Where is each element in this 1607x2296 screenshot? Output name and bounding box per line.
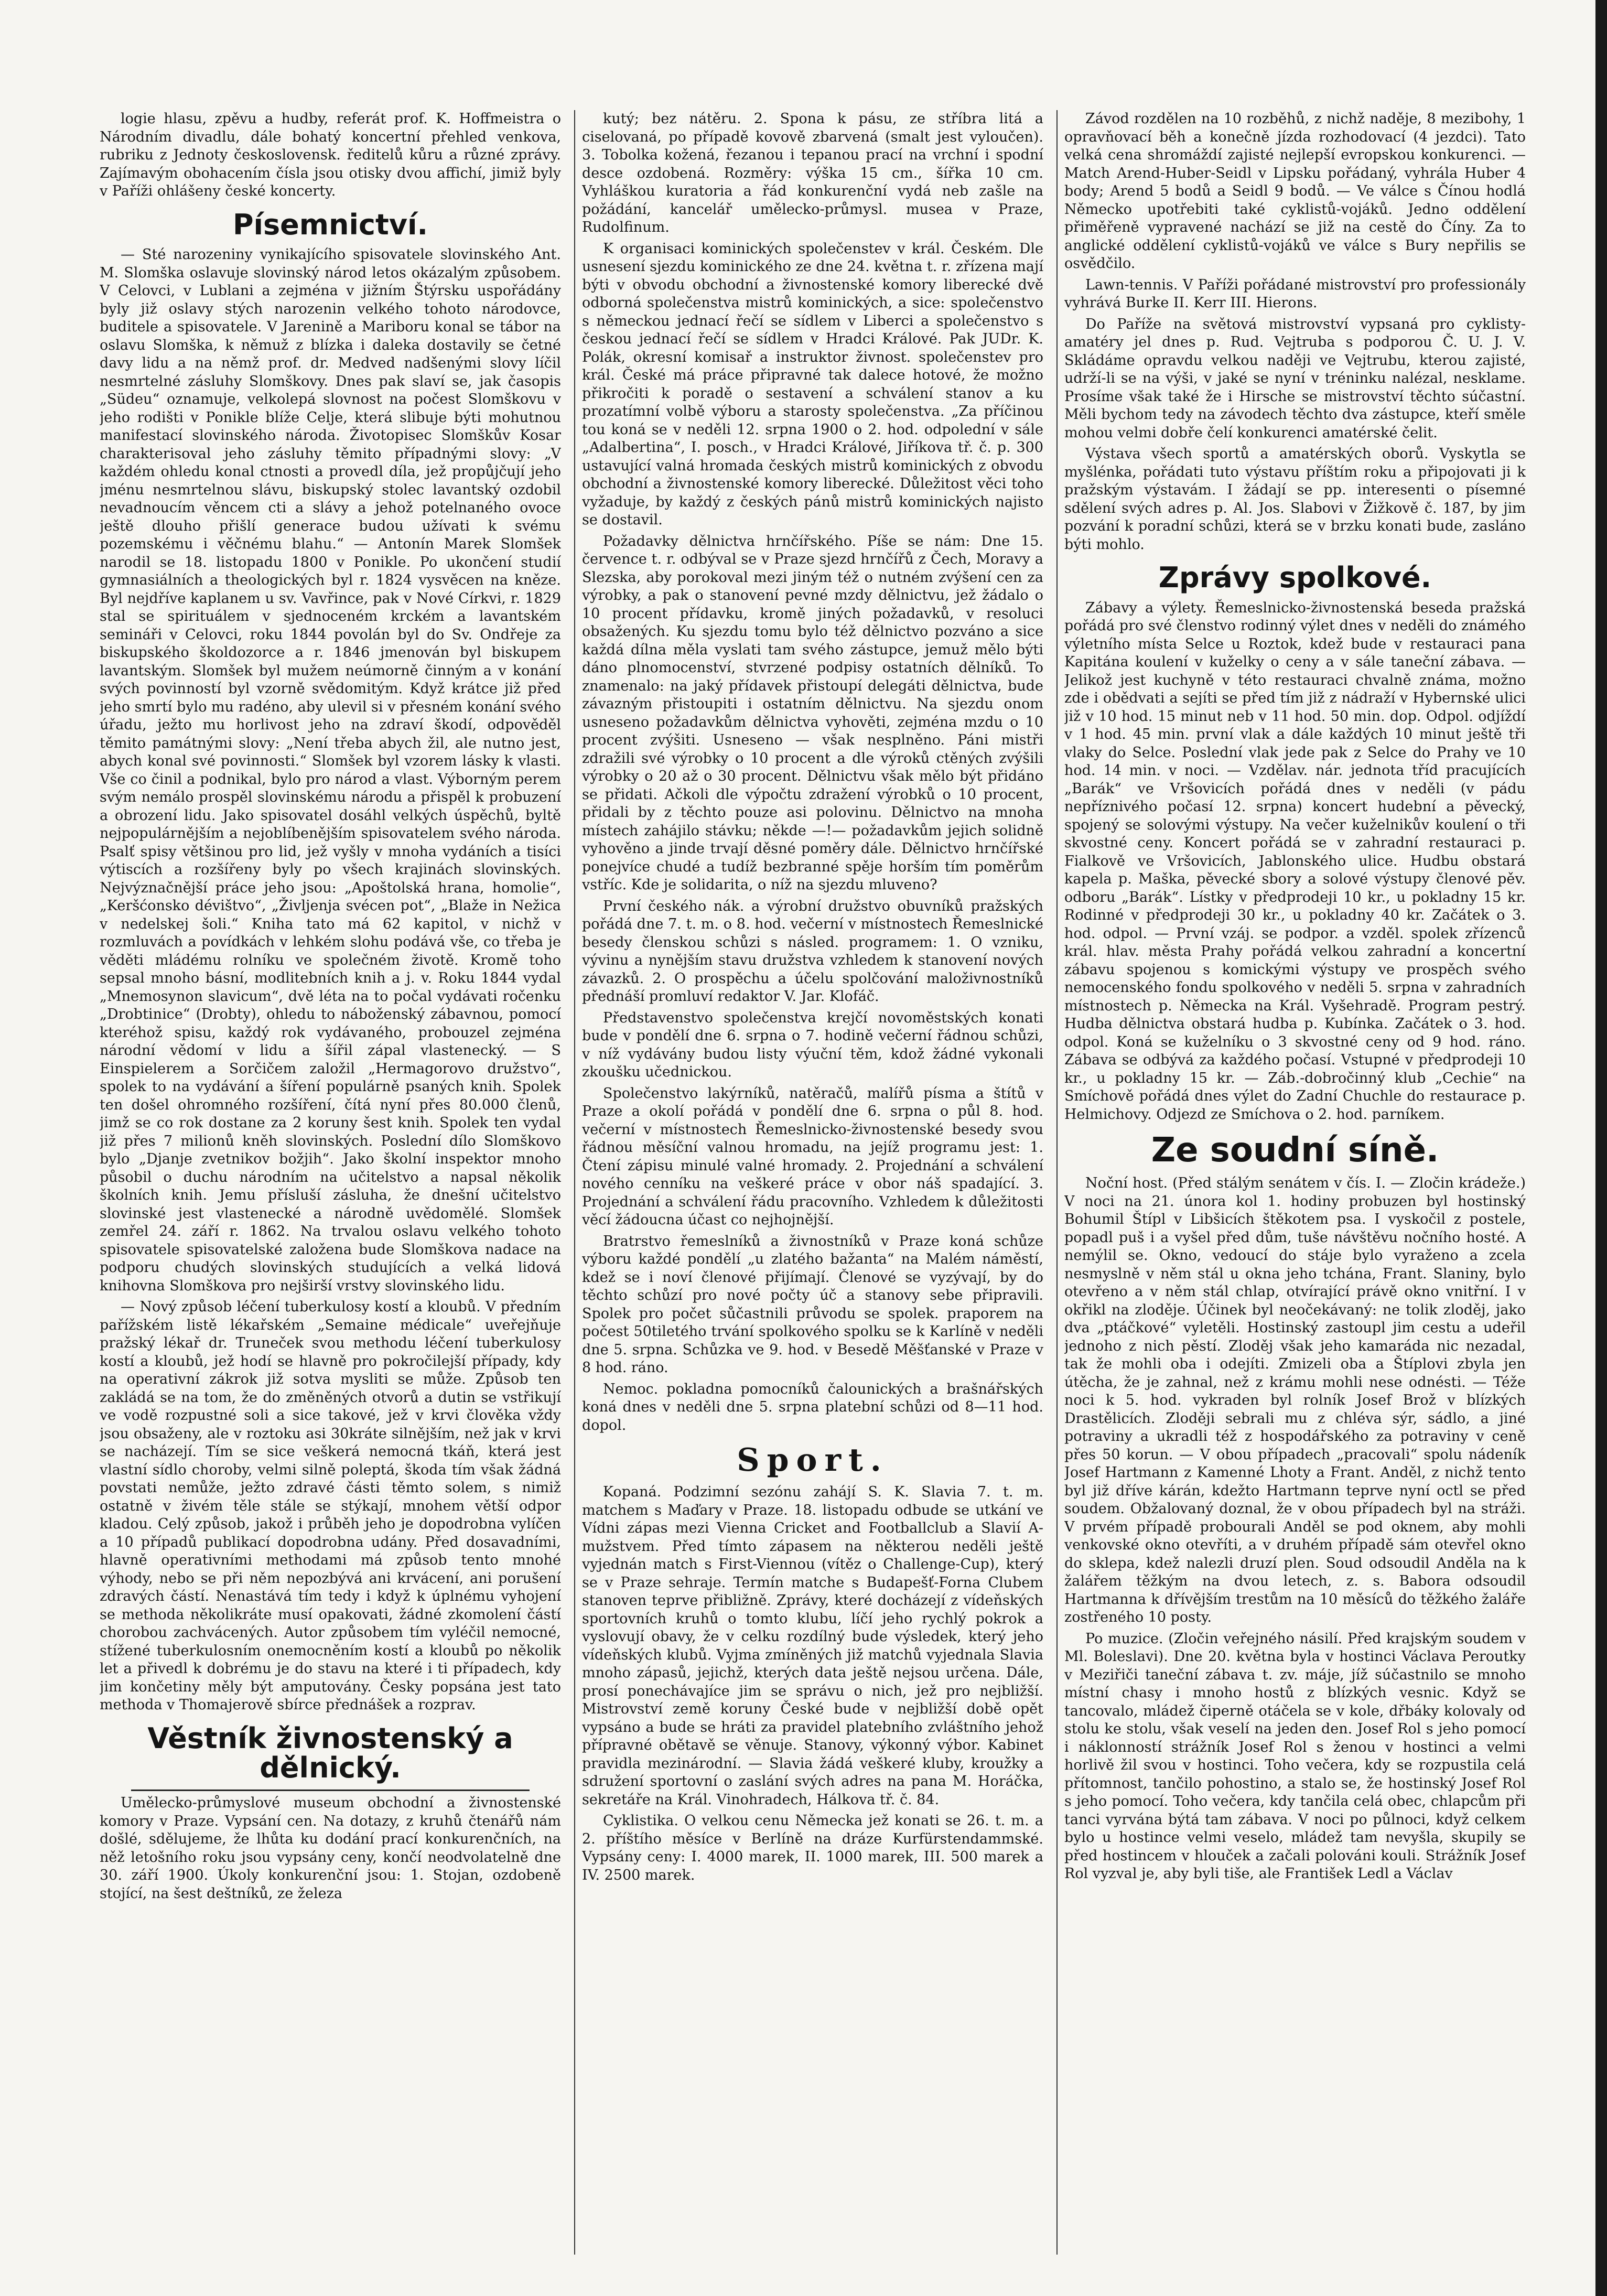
article-paragraph: — Nový způsob léčení tuberkulosy kostí a kloubů. V předním pařížském listě lékařském „Semaine médicale“ uveřejňuje pražský lékař dr. Truneček svou methodu léčení tuberkulosy kostí a kloubů, jež hodí se hlavně pro pokročilejší případy, kdy na operativní zákrok již sotva mysliti se může. Způsob ten zakládá se na tom, že do změněných otvorů a dutin se vstřikují ve vodě rozpustné soli a sice takové, jež v krvi člověka vždy jsou obsaženy, ale v roztoku asi 30kráte silnějším, než jak v krvi se nacházejí. Tím se sice veškerá nemocná tkáň, která jest vlastní sídlo choroby, velmi silně poleptá, škoda tím však žádná povstati nemůže, ježto zdravé části těmto solem, s nimiž ostatně v živém těle stále se stýkají, mnohem větší odpor kladou. Celý způsob, jakož i průběh jeho je dopodrobna vylíčen a 10 případů publikací dopodrobna udány. Před dosavadními, hlavně operativními methodami má způsob tento mnohé výhody, nebo se při něm nepozbývá ani krvácení, ani porušení zdravých částí. Nenastává tím tedy i když k úplnému vyhojení se methoda několikráte musí opakovati, žádné zkomolení částí chorobou zachvácených. Autor způsobem tím vyléčil nemocné, stížené tuberkulosním onemocněním kostí a kloubů po několik let a přivedl k dobrému je do stavu na které i ti případech, kdy jim končetiny měly být amputovány. Česky popsána jest tato methoda v Thomajerově sbírce přednášek a rozprav. [100,1299,561,1713]
section-heading: Písemnictví. [232,208,428,241]
article-paragraph: Do Paříže na světová mistrovství vypsaná pro cyklisty-amatéry jel dnes p. Rud. Vejtruba s podporou Č. U. J. V. Skládáme opravdu velkou naději ve Vejtrubu, kterou zajisté, udrží-li se na výši, v jaké se nyní v tréninku nalézal, nesklame. Prosíme však také že i Hirsche se mistrovství těchto súčastní. Měli bychom tedy na závodech těchto dva zástupce, kteří směle mohou velmi dobře čelí konkurenci amatérské čelit. [1064,316,1526,441]
article-paragraph: Nemoc. pokladna pomocníků čalounických a brašnářských koná dnes v neděli dne 5. srpna platební schůzi od 8—11 hod. dopol. [582,1381,1043,1433]
article-paragraph: Požadavky dělnictva hrnčířského. Píše se nám: Dne 15. července t. r. odbýval se v Praze sjezd hrnčířů z Čech, Moravy a Slezska, aby porokoval mezi jiným též o nutném zvýšení cen za výrobky, a pak o stanovení pevné mzdy dělnictvu, jež žádalo o 10 procent přídavku, kromě jiných požadavků, v resoluci obsažených. Ku sjezdu tomu bylo též dělnictvo pozváno a sice každá dílna měla vyslati tam svého zástupce, jemuž mělo býti dáno plnomocenství, stvrzené podpisy ostatních dělníků. To znamenalo: na jaký přídavek přistoupí delegáti dělnictva, bude závazným přistoupiti i ostatním dělnictvu. Na sjezdu onom usneseno požadavkům dělnictva vyhověti, zejména mzdu o 10 procent zvýšiti. Usneseno — však nesplněno. Páni mistři zdražili své výrobky o 10 procent a dle výroků ctěných zvýšili výrobky o 20 až o 30 procent. Dělnictvu však mělo být přidáno se přidati. Ačkoli dle výpočtu zdražení výrobků o 10 procent, přidali by z těchto pouze asi polovinu. Dělnictvo na mnoha místech zahájilo stávku; někde —!— požadavkům jejich solidně vyhověno a jinde trvají děsné poměry dále. Dělnictvo hrnčířské ponejvíce chudé a tudíž bezbranné spěje horším tím poměrům vstříc. Kde je solidarita, o níž na sjezdu mluveno? [582,533,1043,893]
article-paragraph: Představenstvo společenstva krejčí novoměstských konati bude v pondělí dne 6. srpna o 7. hodině večerní řádnou schůzi, v níž vydávány budou listy výuční těm, kdož žádné vykonali zkoušku učednickou. [582,1009,1043,1080]
section-heading: Zprávy spolkové. [1158,561,1432,594]
article-paragraph: Po muzice. (Zločin veřejného násilí. Před krajským soudem v Ml. Boleslavi). Dne 20. května byla v hostinci Václava Peroutky v Meziřiči taneční zábava t. zv. máje, jíž súčastnilo se mnoho místní chasy i mnoho hostů z blízkých vesnic. Když se tancovalo, mládež čiperně otáčela se v kole, dřbáky kolovaly od stolu ke stolu, však veselí na jeden den. Josef Rol s jeho pomocí i náklonností strážník Josef Rol s ženou v hostinci a velmi horlivě žil svou v hostinci. Toho večera, kdy se rozpustila celá přítomnost, tančilo pohostino, a stalo se, že hostinský Josef Rol s jeho pomocí. Toho večera, kdy tančila celá obec, chlapcům při tanci vyrvána býtá tam zábava. V noci po půlnoci, když celkem bylo u hostince velmi veselo, mládež tam nevyšla, skupily se před hostincem v hlouček a začali polováni kouli. Strážník Josef Rol vyzval je, aby byli tiše, ale František Ledl a Václav [1064,1630,1526,1882]
section-heading: Sport. [737,1442,889,1479]
article-paragraph: K organisaci kominických společenstev v král. Českém. Dle usnesení sjezdu kominického ze dne 24. května t. r. zřízena mají býti v obvodu obchodní a živnostenské komory liberecké dvě odborná společenstva mistrů kominických, a sice: společenstvo s německou jednací řečí se sídlem v Liberci a společenstvo s českou jednací řečí se sídlem v Hradci Králové. Pak JUDr. K. Polák, okresní komisař a instruktor živnost. společenstev pro král. České má práce připravné tak dalece hotové, že možno přikročiti k poradě o sestavení a schválení stanov a ku prozatímní volbě výboru a starosty společenstva. „Za příčinou tou koná se v neděli 12. srpna 1900 o 2. hod. odpolední v sále „Adalbertina“, I. posch., v Hradci Králové, Jiříkova tř. č. p. 300 ustavující valná hromada českých mistrů kominických z obvodu obchodní a živnostenské komory liberecké. Důležitost věci toho vyžaduje, by každý z českých pánů mistrů kominických najisto se dostavil. [582,240,1043,528]
article-paragraph: Kopaná. Podzimní sezónu zahájí S. K. Slavia 7. t. m. matchem s Maďary v Praze. 18. listopadu odbude se utkání ve Vídni zápas mezi Vienna Cricket and Footballclub a Slavií A-mužstvem. Před tímto zápasem na některou neděli ještě vyjednán match s First-Viennou (vítěz o Challenge-Cup), který se v Praze sehraje. Termín matche s Budapešť-Forna Clubem stanoven teprve přibližně. Zprávy, které docházejí z vídeňských sportovních kruhů o tomto klubu, líčí jeho rychlý pokrok a vyslovují obavy, že v celku rozdílný bude výsledek, který jeho vídeňských klubů. Vyjma zmíněných již matchů vyjednala Slavia mnoho zápasů, jejichž, kterých data ještě nejsou určena. Dále, prosí ponechávajíce jim se správu o nich, jež pro nejbližší. Mistrovství země koruny České bude v nejbližší době opět vypsáno a bude se hráti za pravidel platebního zvláštního jehož přípravné obětavě se věnuje. Stanovy, výkonný výbor. Kabinet pravidla mezinárodní. — Slavia žádá veškeré kluby, kroužky a sdružení sportovní o zaslání svých adres na pana M. Horáčka, sekretáře na Král. Vinohradech, Hálkova tř. č. 84. [582,1484,1043,1808]
column-rule [1056,110,1058,2255]
column-2 [582,110,1043,2255]
newspaper-page [100,110,1562,2255]
article-paragraph: Společenstvo lakýrníků, natěračů, malířů písma a štítů v Praze a okolí pořádá v pondělí dne 6. srpna o půl 8. hod. večerní v místnostech Řemeslnicko-živnostenské besedy svou řádnou měsíční valnou hromadu, na jejíž programu jest: 1. Čtení zápisu minulé valné hromady. 2. Projednání a schválení nového cenníku na veškeré práce v obor náš spadající. 3. Projednání a schválení řádu pracovního. Vzhledem k důležitosti věcí žádoucna účast co nejhojnější. [582,1085,1043,1228]
article-paragraph: Zábavy a výlety. Řemeslnicko-živnostenská beseda pražská pořádá pro své členstvo rodinný výlet dnes v neděli do známého výletního místa Selce u Roztok, kdež bude v restauraci pana Kapitána koulení v kuželky o ceny a v sále taneční zábava. — Jelikož jest kuchyně v této restauraci chvalně známa, možno zde i obědvati a sejíti se před tím již z nádraží v Hybernské ulici již v 10 hod. 15 minut neb v 11 hod. 50 min. dop. Odpol. odjíždí v 1 hod. 45 min. první vlak a dále každých 10 minut ještě tři vlaky do Selce. Poslední vlak jede pak z Selce do Prahy ve 10 hod. 14 min. v noci. — Vzdělav. nár. jednota tříd pracujících „Barák“ ve Vršovicích pořádá dnes v neděli (v pádu nepříznivého počasí 12. srpna) koncert hudební a pěvecký, spojený se solovými výstupy. Na večer kuželnikův koulení o tři skvostné ceny. Koncert pořádá se v zahradní restauraci p. Fialkově ve Vršovicích, Jablonského ulice. Hudbu obstará kapela p. Maška, pěvecké sbory a solové výstupy členové pěv. odboru „Barák“. Lístky v předprodeji 10 kr., u pokladny 15 kr. Rodinné v předprodeji 30 kr., u pokladny 40 kr. Začátek o 3. hod. odpol. — První vzáj. se podpor. a vzděl. spolek zřízenců král. hlav. města Prahy pořádá velkou zahradní a koncertní zábavu spojenou s komickými výstupy ve prospěch svého nemocenského fondu spolkového v neděli 5. srpna v zahradních místnostech p. Německa na Král. Vyšehradě. Program pestrý. Hudba dělnictva obstará hudba p. Kubínka. Začátek o 3. hod. odpol. Koná se kuželníku o 3 skvostné ceny od 9 hod. ráno. Zábava se odbývá za každého počasí. Vstupné v předprodeji 10 kr., u pokladny 15 kr. — Záb.-dobročinný klub „Cechie“ na Smíchově pořádá dnes výlet do Zadní Chuchle do restaurace p. Helmichovy. Odjezd ze Smíchova o 2. hod. parníkem. [1064,599,1526,1123]
scan-edge [1595,0,1607,2296]
article-paragraph: kutý; bez nátěru. 2. Spona k pásu, ze stříbra litá a ciselovaná, po případě kovově zbarvená (smalt jest vyloučen). 3. Tobolka kožená, řezanou i tepanou prací na vrchní i spodní desce ozdobená. Rozměry: výška 15 cm., šířka 10 cm. Vyhláškou kuratoria a řád konkurenční vydá neb zašle na požádání, kancelář umělecko-průmysl. musea v Praze, Rudolfinum. [582,111,1043,235]
column-1 [100,110,561,2255]
section-heading: Ze soudní síně. [1151,1131,1439,1170]
article-paragraph: Závod rozdělen na 10 rozběhů, z nichž naděje, 8 mezibohy, 1 opravňovací běh a konečně jízda rozhodovací (4 jezdci). Tato velká cena shromáždí zajisté nejlepší evropskou konkurenci. — Match Arend-Huber-Seidl v Lipsku pořádaný, vyhrála Huber 4 body; Arend 5 bodů a Seidl 9 bodů. — Ve válce s Čínou hodlá Německo upotřebiti také cyklistů-vojáků. Jedno oddělení přiměřeně vypravené nachází se již na cestě do Číny. Za to anglické oddělení cyklistů-vojáků ve válce s Bury nepřilis se osvědčilo. [1064,111,1526,272]
article-paragraph: Výstava všech sportů a amatérských oborů. Vyskytla se myšlénka, pořádati tuto výstavu příštím roku a připojovati ji k pražským výstavám. I žádají se pp. interesenti o písemné sdělení svých adres p. Al. Jos. Slabovi v Žižkově č. 187, by jim pozvání k poradní schůzi, která se v brzku konati bude, zasláno býti mohlo. [1064,446,1526,553]
article-paragraph: Umělecko-průmyslové museum obchodní a živnostenské komory v Praze. Vypsání cen. Na dotazy, z kruhů čtenářů nám došlé, sdělujeme, že lhůta ku dodání prací konkurenčních, na něž letošního roku jsou vypsány ceny, končí neodvolatelně dne 30. září 1900. Úkoly konkurenční jsou: 1. Stojan, ozdobeně stojící, na šest deštníků, ze železa [100,1795,561,1902]
article-paragraph: Lawn-tennis. V Paříži pořádané mistrovství pro professionály vyhrává Burke II. Kerr III. Hierons. [1064,276,1526,311]
section-heading: Věstník živnostenský a dělnický. [147,1721,513,1785]
section-divider [131,1790,530,1791]
article-paragraph: Bratrstvo řemeslníků a živnostníků v Praze koná schůze výboru každé pondělí „u zlatého bažanta“ na Malém náměstí, kdež se i noví členové přijímají. Členové se vyzývají, by do těchto schůzí pro nové počty úč a stanovy sebe připravili. Spolek pro počet sůčastnili průvodu se spolek. praporem na počest 50tiletého trvání spolkového spolku se k Karlíně v neděli dne 5. srpna. Schůzka ve 9. hod. v Besedě Měšťanské v Praze v 8 hod. ráno. [582,1233,1043,1376]
article-paragraph: logie hlasu, zpěvu a hudby, referát prof. K. Hoffmeistra o Národním divadlu, dále bohatý koncertní přehled venkova, rubriku z Jednoty československ. ředitelů kůru a různé zprávy. Zajímavým obohacením čísla jsou otisky dvou affichí, jimiž byly v Paříži ohlášeny české koncerty. [100,111,561,199]
article-paragraph: První českého nák. a výrobní družstvo obuvníků pražských pořádá dne 7. t. m. o 8. hod. večerní v místnostech Řemeslnické besedy členskou schůzi s násled. programem: 1. O vzniku, vývinu a nynějším stavu družstva vzhledem k stanovení nových závazků. 2. O prospěchu a účelu spolčování maloživnostníků přednáší promluví redaktor V. Jar. Klofáč. [582,898,1043,1005]
column-rule [574,110,575,2255]
article-paragraph: Cyklistika. O velkou cenu Německa jež konati se 26. t. m. a 2. příštího měsíce v Berlíně na dráze Kurfürstendammské. Vypsány ceny: I. 4000 marek, II. 1000 marek, III. 500 marek a IV. 2500 marek. [582,1813,1043,1883]
column-3 [1064,110,1526,2255]
article-paragraph: Noční host. (Před stálým senátem v čís. I. — Zločin krádeže.) V noci na 21. února kol 1. hodiny probuzen byl hostinský Bohumil Štípl v Libšicích štěkotem psa. I vyskočil z postele, popadl puš i a vyšel před dům, tuše návštěvu nočního hosté. A nemýlil se. Okno, vedoucí do stáje bylo vyraženo a zcela nesmyslně v něm stál u okna jeho tchána, Frant. Slaniny, bylo otevřeno a v něm stál chlap, otvírající právě okno vnitřní. I v okřikl na zloděje. Účinek byl neočekávaný: ne tolik zloděj, jako dva „ptáčkové“ vyletěli. Hostinský zastoupl jim cestu a udeřil jednoho z nich pěstí. Zloděj však jeho kamaráda nic nezadal, tak že mohli oba i odejíti. Zmizeli oba a Štíplovi zbyla jen útěcha, že je zahnal, než z krámu mohli nese odnésti. — Téže noci k 5. hod. vykraden byl rolník Josef Brož v blízkých Drastělicích. Zloději sebrali mu z chléva sýr, sádlo, a jiné potraviny a ukradli též z hospodářského za potraviny v ceně přes 50 korun. — V obou případech „pracovali“ spolu nádeník Josef Hartmann z Kamenné Lhoty a Frant. Anděl, z nichž tento byl již dříve kárán, kdežto Hartmann teprve nyní octl se před soudem. Obžalovaný doznal, že v obou případech byl na stráži. V prvém případě probourali Anděl se pod oknem, aby mohli venkovské okno otevříti, a v druhém případě sám otevřel okno do sklepa, kdež nalezli druzí plen. Soud odsoudil Anděla na k žalářem těžkým na dvou letech, z. s. Babora odsoudil Hartmanna k dřívějším trestům na 10 měsíců do těžkého žaláře zostřeného 10 posty. [1064,1175,1526,1626]
article-paragraph: — Sté narozeniny vynikajícího spisovatele slovinského Ant. M. Slomška oslavuje slovinský národ letos okázalým způsobem. V Celovci, v Lublani a zejména v jižním Štýrsku uspořádány byly již oslavy stých narozenin velkého tohoto národovce, buditele a spisovatele. V Jarenině a Mariboru konal se tábor na oslavu Slomška, k němuž z blízka i daleka dostavily se četné davy lidu a na němž prof. dr. Medved nadšenými slovy líčil nesmrtelné zásluhy Slomškovy. Dnes pak slaví se, jak časopis „Südeu“ oznamuje, velkolepá slovnost na počest Slomškovu v jeho rodišti v Ponikle blíže Celje, která slibuje býti mohutnou manifestací slovinského národa. Životopisec Slomškův Kosar charakterisoval jeho zásluhy těmito případnými slovy: „V každém ohledu konal ctnosti a provedl díla, jež propůjčují jeho jménu nesmrtelnou slávu, biskupský stolec lavantský ozdobil nevadnoucím věncem cti a slávy a jehož potelnaného ovoce ještě dlouho přišlí generace budou užívati k svému pozemskému i věčnému blahu.“ — Antonín Marek Slomšek narodil se 18. listopadu 1800 v Ponikle. Po ukončení studií gymnasiálních a theologických byl r. 1824 vysvěcen na kněze. Byl nejdříve kaplanem u sv. Vavřince, pak v Nové Církvi, r. 1829 stal se spirituálem v sjednoceném krckém a lavantském semináři v Celovci, roku 1844 povolán byl do Sv. Ondřeje za biskupského školdozorce a r. 1846 jmenován byl biskupem lavantským. Slomšek byl mužem neúmorně činným a v konání svých povinností byl vzorně svědomitým. Když krátce již před jeho smrtí bylo mu radéno, aby ulevil si v přesném konání svého úřadu, ježto mu horlivost jeho na zdraví škodí, odpověděl těmito památnými slovy: „Není třeba abych žil, ale nutno jest, abych konal své povinnosti.“ Slomšek byl vzorem lásky k vlasti. Vše co činil a podnikal, bylo pro národ a vlast. Výborným perem svým nemálo prospěl slovinskému národu a přispěl k probuzení a obrození lidu. Jako spisovatel dosáhl velkých úspěchů, byltě nejpopulárnějším a nejoblíbenějším spisovatelem svého národa. Psalť spisy většinou pro lid, jež vyšly v mnoha vydáních a tisíci výtiscích a rozšířeny byly po všech krajinách slovinských. Nejvýznačnější práce jeho jsou: „Apoštolská hrana, homolie“, „Keršćonsko dévištvo“, „Življenja svécen pot“, „Blaže in Nežica v nedelskej šoli.“ Kniha tato má 62 kapitol, v nichž v rozmluvách a povídkách v lehkém slohu podává vše, co třeba je věděti mládému rolníku ve společném životě. Kromě toho sepsal mnoho básní, modlitebních knih a j. v. Roku 1844 vydal „Mnemosynon slavicum“, dvě léta na to počal vydávati ročenku „Drobtinice“ (Drobty), ohledu to náboženský zábavnou, pomocí kteréhož spisu, každý rok vydávaného, probouzel zejména národní vědomí v lidu a šířil zápal vlastenecký. — S Einspielerem a Sorčičem založil „Hermagorovo družstvo“, spolek to na vydávání a šíření populárně psaných knih. Spolek ten došel ohromného rozšíření, čítá nyní přes 80.000 členů, jimž se co rok dostane za 2 koruny šest knih. Spolek ten vydal již přes 7 milionů kněh slovinských. Poslední dílo Slomškovo bylo „Djanje zvetnikov božjih“. Jako školní inspektor mnoho působil o duchu národním na učitelstvo a napsal několik školních knih. Jemu přísluší zásluha, že dnešní učitelstvo slovinské jest vlastenecké a národně uvědomělé. Slomšek zemřel 24. září r. 1862. Na trvalou oslavu velkého tohoto spisovatele spisovatelské založena bude Slomškova nadace na podporu chudých slovinských studujících a velká lidová knihovna Slomškova pro nejširší vrstvy slovinského lidu. [100,246,561,1294]
